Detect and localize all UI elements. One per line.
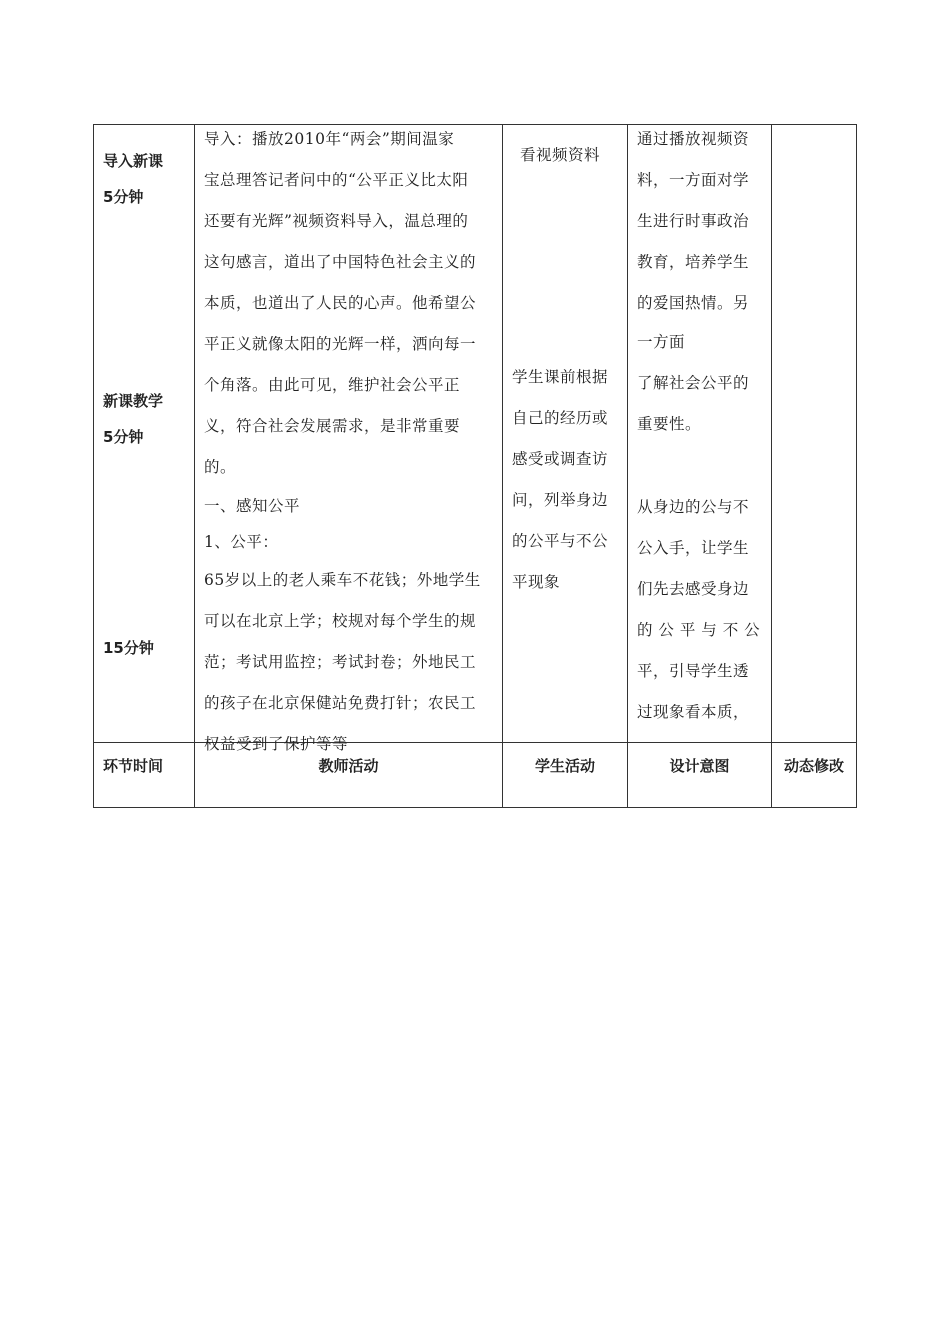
column-divider — [502, 125, 503, 807]
design-line: 公入手，让学生 — [637, 539, 750, 557]
design-line: 重要性。 — [637, 415, 702, 433]
teacher-line: 权益受到了保护等等 — [204, 735, 349, 753]
design-line: 通过播放视频资 — [637, 130, 750, 148]
design-line: 教育，培养学生 — [637, 253, 750, 271]
column-divider — [627, 125, 628, 807]
column-divider — [194, 125, 195, 807]
header-dynamic-edit: 动态修改 — [783, 757, 844, 775]
student-line: 自己的经历或 — [512, 409, 609, 427]
design-line: 的 公 平 与 不 公 — [637, 621, 761, 639]
design-line: 们先去感受身边 — [637, 580, 750, 598]
teacher-line: 宝总理答记者问中的“公平正义比太阳 — [204, 171, 469, 189]
teacher-line: 一、感知公平 — [204, 497, 301, 515]
teacher-line: 导入：播放2010年“两会”期间温家 — [204, 130, 455, 148]
segment-intro-title: 导入新课 — [103, 152, 164, 170]
segment-extra — [103, 630, 193, 666]
student-line: 学生课前根据 — [512, 368, 609, 386]
teacher-line: 的。 — [204, 458, 237, 476]
segment-new-time: 5分钟 — [103, 428, 144, 446]
design-line: 过现象看本质， — [637, 703, 750, 721]
teacher-line: 平正义就像太阳的光辉一样，洒向每一 — [204, 335, 477, 353]
design-line: 平，引导学生透 — [637, 662, 750, 680]
column-divider — [771, 125, 772, 807]
teacher-line: 这句感言，道出了中国特色社会主义的 — [204, 253, 477, 271]
design-line: 从身边的公与不 — [637, 498, 750, 516]
student-video-cell — [520, 135, 625, 176]
student-line: 问，列举身边 — [512, 491, 609, 509]
student-line: 感受或调查访 — [512, 450, 609, 468]
header-design-intent: 设计意图 — [669, 757, 730, 775]
lesson-plan-table — [93, 124, 857, 808]
design-line: 一方面 — [637, 333, 686, 351]
design-line: 料，一方面对学 — [637, 171, 750, 189]
header-teacher-activity: 教师活动 — [318, 757, 379, 775]
student-activity-cell — [512, 357, 624, 603]
student-line: 的公平与不公 — [512, 532, 609, 550]
header-student-activity: 学生活动 — [534, 757, 595, 775]
design-intent-cell-b — [637, 363, 769, 445]
segment-intro — [103, 143, 193, 215]
teacher-line: 范；考试用监控；考试封卷；外地民工 — [204, 653, 477, 671]
teacher-line: 的孩子在北京保健站免费打针；农民工 — [204, 694, 477, 712]
teacher-line: 65岁以上的老人乘车不花钱；外地学生 — [204, 571, 481, 589]
design-line: 了解社会公平的 — [637, 374, 750, 392]
segment-extra-time: 15分钟 — [103, 639, 154, 657]
student-video-text: 看视频资料 — [520, 146, 601, 164]
teacher-line: 1、公平： — [204, 533, 279, 551]
teacher-line: 还要有光辉”视频资料导入，温总理的 — [204, 212, 469, 230]
segment-new — [103, 383, 193, 455]
teacher-activity-cell — [204, 119, 500, 753]
design-line: 生进行时事政治 — [637, 212, 750, 230]
segment-new-title: 新课教学 — [103, 392, 164, 410]
teacher-line: 可以在北京上学；校规对每个学生的规 — [204, 612, 477, 630]
teacher-line: 本质，也道出了人民的心声。他希望公 — [204, 294, 477, 312]
design-intent-cell-a — [637, 119, 769, 360]
header-segment-time: 环节时间 — [103, 757, 164, 775]
design-intent-cell-c — [637, 487, 769, 733]
teacher-line: 义，符合社会发展需求，是非常重要 — [204, 417, 461, 435]
student-line: 平现象 — [512, 573, 561, 591]
design-line: 的爱国热情。另 — [637, 294, 750, 312]
segment-intro-time: 5分钟 — [103, 188, 144, 206]
teacher-line: 个角落。由此可见，维护社会公平正 — [204, 376, 461, 394]
